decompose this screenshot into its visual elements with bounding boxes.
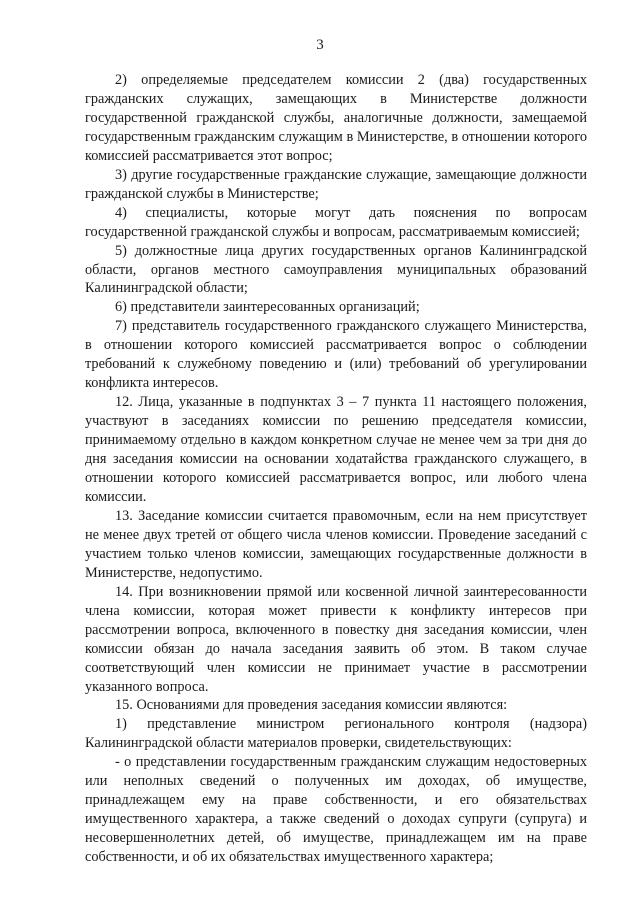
paragraph-item-4: 4) специалисты, которые могут дать пояснения по вопросам государственной гражданской службы и вопросам, рассматриваемым комиссией;	[85, 204, 587, 240]
paragraph-item-7: 7) представитель государственного гражданского служащего Министерства, в отношении которого комиссией рассматривается вопрос о соблюдении требований к служебному поведению и (или) требований об урегулировании конфликта интересов.	[85, 318, 587, 392]
paragraph-item-3: 3) другие государственные гражданские служащие, замещающие должности гражданской службы в Министерстве;	[85, 166, 587, 202]
paragraph-clause-15-item-1: 1) представление министром регионального контроля (надзора) Калининградской области материалов проверки, свидетельствующих:	[85, 716, 587, 752]
paragraph-item-2: 2) определяемые председателем комиссии 2 (два) государственных гражданских служащих, замещающих в Министерстве должности государственной гражданской службы, аналогичные должности, замещаемой государственным гражданским служащим в Министерстве, в отношении которого комиссией рассматривается этот вопрос;	[85, 72, 587, 164]
paragraph-clause-14: 14. При возникновении прямой или косвенной личной заинтересованности члена комиссии, которая может привести к конфликту интересов при рассмотрении вопроса, включенного в повестку дня заседания комиссии, член комиссии обязан до начала заседания заявить об этом. В таком случае соответствующий член комиссии не принимает участие в рассмотрении указанного вопроса.	[85, 583, 587, 695]
paragraph-item-5: 5) должностные лица других государственных органов Калининградской области, органов местного самоуправления муниципальных образований Калининградской области;	[85, 242, 587, 297]
page-number: 3	[316, 37, 324, 53]
document-body	[85, 71, 587, 867]
paragraph-item-6: 6) представители заинтересованных организаций;	[115, 299, 420, 316]
paragraph-clause-15-dash-item: - о представлении государственным гражданским служащим недостоверных или неполных сведений о полученных им доходах, об имуществе, принадлежащем ему на праве собственности, и его обязательствах имущественного характера, а также сведений о доходах супруги (супруга) и несовершеннолетних детей, об имуществе, принадлежащем им на праве собственности, и об их обязательствах имущественного характера;	[85, 754, 587, 866]
paragraph-clause-12: 12. Лица, указанные в подпунктах 3 – 7 пункта 11 настоящего положения, участвуют в заседаниях комиссии по решению председателя комиссии, принимаемому отдельно в каждом конкретном случае не менее чем за три дня до дня заседания комиссии на основании ходатайства гражданского служащего, в отношении которого комиссией рассматривается вопрос, или любого члена комиссии.	[85, 394, 587, 505]
paragraph-clause-13: 13. Заседание комиссии считается правомочным, если на нем присутствует не менее двух третей от общего числа членов комиссии. Проведение заседаний с участием только членов комиссии, замещающих государственные должности в Министерстве, недопустимо.	[85, 507, 587, 581]
paragraph-clause-15: 15. Основаниями для проведения заседания комиссии являются:	[115, 697, 508, 714]
